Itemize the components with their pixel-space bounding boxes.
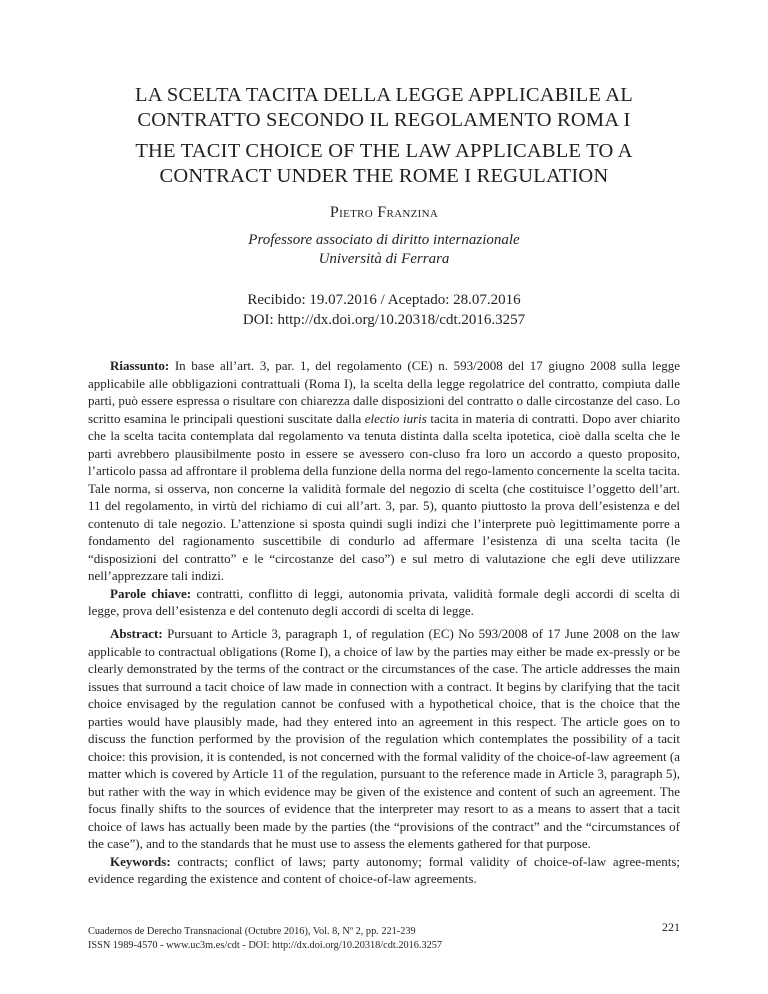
keywords-paragraph (88, 853, 680, 888)
parole-chiave-text: contratti, conflitto di leggi, autonomia privata, validità formale degli accordi di scelta di legge, prova dell’esistenza e del contenuto degli accordi di scelta di legge. (88, 585, 680, 618)
keywords-text: contracts; conflict of laws; party autonomy; formal validity of choice-of-law agree-ments; evidence regarding the existence and content of choice-of-law agreements. (88, 853, 680, 886)
title-italian-line-1: LA SCELTA TACITA DELLA LEGGE APPLICABILE AL (135, 84, 633, 106)
journal-citation: Cuadernos de Derecho Transnacional (Octubre 2016), Vol. 8, Nº 2, pp. 221-239 (88, 926, 416, 937)
abstract-english (88, 625, 680, 888)
journal-issn-doi: ISSN 1989-4570 - www.uc3m.es/cdt - DOI: http://dx.doi.org/10.20318/cdt.2016.3257 (88, 940, 443, 951)
riassunto-text-part-2: tacita in materia di contratti. Dopo aver chiarito che la scelta tacita contemplata dal regolamento va tenuta distinta dalla scelta ipotetica, cioè dalla scelta che le parti avrebbero plausibilmente posto in essere se avessero con-cluso fra loro un accordo a questo proposito, l’articolo passa ad affrontare il problema della funzione della norma del rego-lamento concernente la scelta tacita. Tale norma, si osserva, non concerne la validità formale del negozio di scelta (che costituisce l’oggetto dell’art. 11 del regolamento, in virtù del richiamo di cui all’art. 3, par. 5), quanto piuttosto la prova dell’esistenza e del contenuto di tale negozio. L’attenzione si sposta quindi sugli indizi che l’interprete può legittimamente porre a fondamento del ragionamento suscettibile di condurlo ad affermare l’esistenza di una scelta tacita (le “disposizioni del contratto” e le “circostanze del caso”) e sul metro di valutazione che egli deve utilizzare nell’apprezzare tali indizi. (88, 410, 680, 583)
author-institution: Università di Ferrara (318, 251, 450, 267)
title-italian-line-2: CONTRATTO SECONDO IL REGOLAMENTO ROMA I (137, 109, 631, 131)
abstract-label: Abstract: (110, 626, 163, 641)
received-accepted-dates: Recibido: 19.07.2016 / Aceptado: 28.07.2016 (247, 292, 521, 308)
page-number: 221 (662, 920, 680, 934)
journal-footer (88, 925, 608, 953)
title-italian (80, 83, 688, 133)
title-english-line-2: CONTRACT UNDER THE ROME I REGULATION (159, 165, 609, 187)
abstract-paragraph (88, 625, 680, 853)
riassunto-label: Riassunto: (110, 358, 170, 373)
title-english (80, 139, 688, 189)
doi-link[interactable]: DOI: http://dx.doi.org/10.20318/cdt.2016.3257 (242, 312, 526, 328)
riassunto-emphasis: electio iuris (364, 410, 427, 426)
abstract-text: Pursuant to Article 3, paragraph 1, of regulation (EC) No 593/2008 of 17 June 2008 on the law applicable to contractual obligations (Rome I), a choice of law by the parties may either be made ex-pressly or be clearly demonstrated by the terms of the contract or the circumstances of the case. The article addresses the main issues that surround a tacit choice of law made in connection with a contract. It begins by clarifying that the tacit choice envisaged by the regulation cannot be confused with a hypothetical choice, that is the choice that the parties would have plausibly made, had they entered into an agreement in this respect. The article goes on to discuss the function performed by the provision of the regulation which contemplates the possibility of a tacit choice: this provision, it is contended, is not concerned with the formal validity of the choice-of-law agreement (a matter which is covered by Article 11 of the regulation, pursuant to the reference made in Article 3, paragraph 5), but rather with the way in which evidence may be given of the existence and content of such an agreement. The focus finally shifts to the sources of evidence that the interpreter may resort to as a means to assert that a tacit choice of laws has actually been made by the parties (the “provisions of the contract” and the “circumstances of the case”), and to the standards that he must use to assess the elements gathered for that purpose. (88, 626, 680, 851)
parole-chiave-label: Parole chiave: (110, 585, 192, 601)
keywords-label: Keywords: (110, 853, 171, 869)
abstract-italian (88, 357, 680, 620)
author-name: Pietro Franzina (329, 204, 439, 221)
title-english-line-1: THE TACIT CHOICE OF THE LAW APPLICABLE TO A (135, 140, 633, 162)
parole-chiave-paragraph (88, 585, 680, 620)
riassunto-text-part-1: In base all’art. 3, par. 1, del regolamento (CE) n. 593/2008 del 17 giugno 2008 sulla legge applicabile alle obbligazioni contrattuali (Roma I), la scelta della legge regolatrice del contratto, compiuta dalle parti, può essere espressa o risultare con chiarezza dalle disposizioni del contratto o dalle circostanze del caso. Lo scritto esamina le principali questioni suscitate dalla (88, 358, 680, 426)
author-position: Professore associato di diritto internazionale (248, 232, 520, 248)
riassunto-paragraph (88, 357, 680, 585)
